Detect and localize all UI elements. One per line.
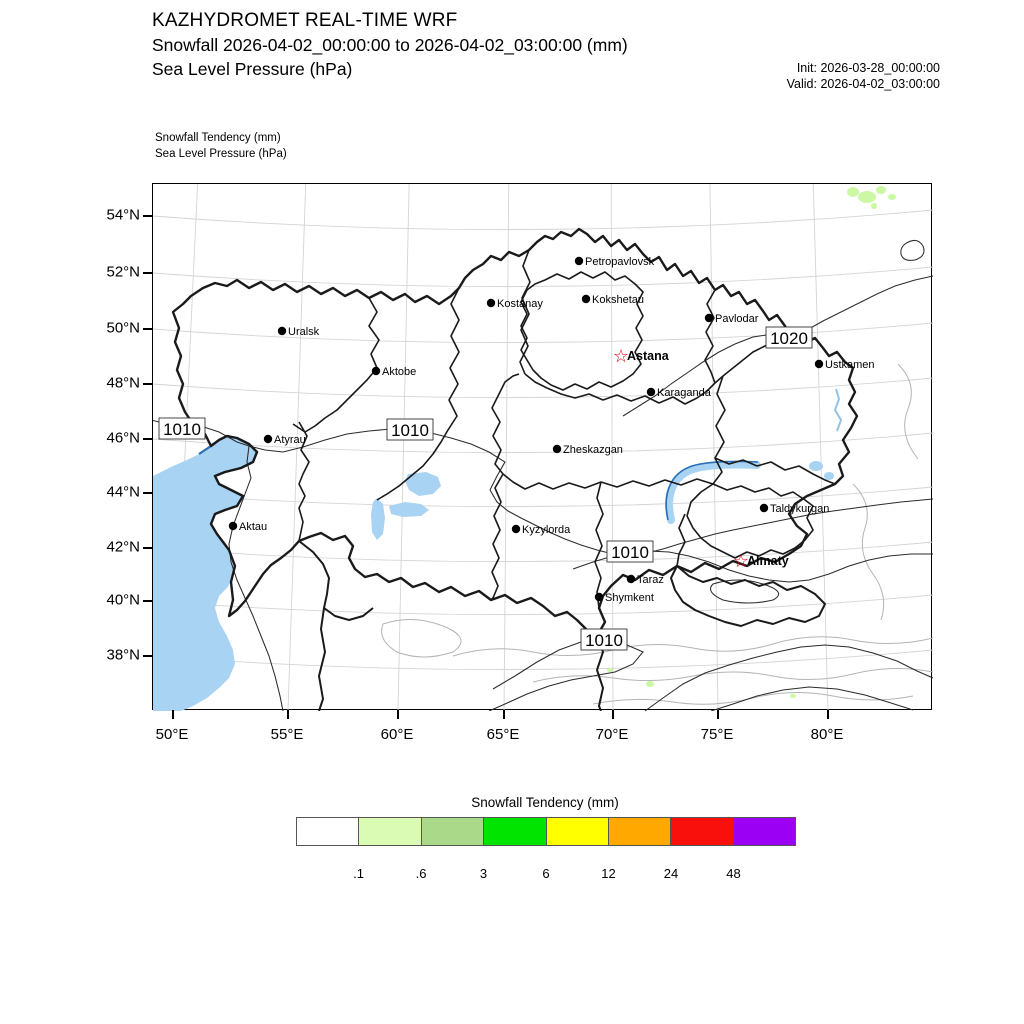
svg-text:1010: 1010 — [163, 420, 201, 439]
lon-tick-mark — [287, 710, 289, 719]
lake-balkhash-edge — [666, 461, 758, 520]
graticule — [153, 184, 933, 711]
lon-tick-label: 70°E — [595, 726, 629, 743]
colorbar-tick-label: 12 — [601, 866, 616, 881]
city-label: Kostanay — [497, 298, 543, 310]
lon-tick-label: 75°E — [700, 726, 734, 743]
city-dot-icon — [553, 445, 561, 453]
city-label: Pavlodar — [715, 313, 759, 325]
pressure-label — [581, 629, 627, 650]
city-almaty — [733, 551, 789, 572]
city-label: Aktobe — [382, 366, 417, 378]
lon-tick-mark — [172, 710, 174, 719]
lake-alakol — [809, 461, 823, 471]
legend-line-snowfall: Snowfall Tendency (mm) — [155, 132, 281, 144]
colorbar-segment — [670, 818, 732, 845]
city-label: Petropavlovsk — [585, 256, 655, 268]
lat-tick-label: 46°N — [106, 429, 140, 447]
svg-text:1020: 1020 — [770, 329, 808, 348]
pressure-label — [607, 541, 653, 562]
pressure-label — [159, 418, 205, 439]
city-label: Astana — [627, 349, 669, 363]
lat-tick-mark — [143, 328, 152, 330]
city-taraz — [627, 574, 664, 586]
lat-tick-mark — [143, 215, 152, 217]
colorbar-segment — [546, 818, 608, 845]
colorbar-tick-label: .6 — [415, 866, 427, 881]
lat-tick-label: 52°N — [106, 263, 140, 281]
colorbar-segment — [733, 818, 795, 845]
svg-text:1010: 1010 — [611, 543, 649, 562]
city-kostanay — [487, 298, 544, 310]
city-label: Kokshetau — [592, 294, 644, 306]
subtitle-pressure: Sea Level Pressure (hPa) — [152, 59, 353, 79]
init-time: Init: 2026-03-28_00:00:00 — [796, 61, 940, 75]
lat-tick-mark — [143, 272, 152, 274]
colorbar-tick-label: 6 — [542, 866, 550, 881]
lon-tick-mark — [717, 710, 719, 719]
city-dot-icon — [229, 522, 237, 530]
city-dot-icon — [512, 525, 520, 533]
lat-tick-label: 38°N — [106, 646, 140, 664]
city-petropavlovsk — [575, 256, 655, 268]
city-label: Taraz — [637, 574, 664, 586]
city-dot-icon — [815, 360, 823, 368]
city-label: Zheskazgan — [563, 444, 623, 456]
city-kokshetau — [582, 294, 644, 306]
city-dot-icon — [595, 593, 603, 601]
colorbar-tick-label: 3 — [479, 866, 488, 881]
lat-tick-mark — [143, 492, 152, 494]
svg-text:1010: 1010 — [391, 421, 429, 440]
colorbar-segment — [358, 818, 420, 845]
colorbar-segment — [608, 818, 670, 845]
lon-tick-label: 55°E — [270, 726, 304, 743]
lake-sasykkol — [824, 472, 834, 480]
colorbar-segment — [483, 818, 545, 845]
city-dot-icon — [575, 257, 583, 265]
city-karaganda — [647, 387, 712, 399]
city-dot-icon — [372, 367, 380, 375]
terrain-contours — [382, 364, 933, 704]
lon-tick-mark — [397, 710, 399, 719]
lon-tick-mark — [827, 710, 829, 719]
lat-tick-label: 42°N — [106, 538, 140, 556]
lat-tick-label: 44°N — [106, 483, 140, 501]
map-frame — [152, 183, 932, 710]
city-dot-icon — [487, 299, 495, 307]
weather-map-svg — [153, 184, 933, 711]
lat-tick-label: 48°N — [106, 374, 140, 392]
colorbar-title: Snowfall Tendency (mm) — [471, 795, 619, 810]
svg-text:1010: 1010 — [585, 631, 623, 650]
city-label: Almaty — [747, 554, 789, 568]
colorbar-segment — [297, 818, 358, 845]
city-label: Ustkamen — [825, 359, 875, 371]
colorbar — [296, 817, 796, 846]
lat-tick-mark — [143, 600, 152, 602]
city-aktau — [229, 521, 267, 533]
city-dot-icon — [760, 504, 768, 512]
irtysh-river — [835, 389, 841, 431]
colorbar-segment — [421, 818, 483, 845]
city-zheskazgan — [553, 444, 623, 456]
capital-star-icon: ☆ — [612, 346, 630, 367]
city-atyrau — [264, 434, 306, 446]
colorbar-tick-label: .1 — [353, 866, 364, 881]
lake-balkhash — [669, 464, 757, 520]
city-kyzylorda — [512, 524, 571, 536]
pressure-label — [387, 419, 433, 440]
city-uralsk — [278, 326, 320, 338]
colorbar-tick-label: 24 — [663, 866, 679, 881]
city-label: Kyzylorda — [522, 524, 571, 536]
lat-tick-mark — [143, 383, 152, 385]
lat-tick-mark — [143, 438, 152, 440]
lon-tick-mark — [612, 710, 614, 719]
city-label: Aktau — [239, 521, 268, 533]
lon-tick-label: 60°E — [380, 726, 414, 743]
city-aktobe — [372, 366, 416, 378]
pressure-labels — [159, 327, 812, 650]
caspian-sea — [153, 436, 257, 711]
capital-star-icon: ☆ — [732, 551, 750, 572]
lon-tick-label: 50°E — [155, 726, 189, 743]
city-label: Taldykurgan — [770, 503, 830, 515]
city-dot-icon — [647, 388, 655, 396]
city-dot-icon — [582, 295, 590, 303]
lon-tick-label: 65°E — [486, 726, 520, 743]
lat-tick-label: 40°N — [106, 591, 140, 609]
subtitle-snowfall: Snowfall 2026-04-02_00:00:00 to 2026-04-02_03:00:00 (mm) — [152, 35, 628, 55]
valid-time: Valid: 2026-04-02_03:00:00 — [786, 77, 940, 91]
pressure-label — [766, 327, 812, 348]
page-title: KAZHYDROMET REAL-TIME WRF — [152, 10, 458, 31]
lat-tick-label: 50°N — [106, 319, 140, 337]
city-taldykurgan — [760, 503, 830, 515]
lon-tick-label: 80°E — [810, 726, 844, 743]
lat-tick-mark — [143, 547, 152, 549]
colorbar-tick-label: 48 — [726, 866, 741, 881]
city-ustkamen — [815, 359, 875, 371]
city-label: Karaganda — [657, 387, 711, 399]
lat-tick-mark — [143, 655, 152, 657]
city-dot-icon — [705, 314, 713, 322]
lat-tick-label: 54°N — [106, 206, 140, 224]
aral-lake-2 — [389, 502, 429, 517]
city-label: Atyrau — [274, 434, 306, 446]
city-dot-icon — [278, 327, 286, 335]
city-label: Shymkent — [605, 592, 654, 604]
city-dot-icon — [264, 435, 272, 443]
national-border — [173, 229, 857, 636]
legend-line-pressure: Sea Level Pressure (hPa) — [155, 148, 287, 160]
lon-tick-mark — [503, 710, 505, 719]
city-dot-icon — [627, 575, 635, 583]
aral-lake-3 — [371, 498, 385, 540]
city-label: Uralsk — [288, 326, 320, 338]
